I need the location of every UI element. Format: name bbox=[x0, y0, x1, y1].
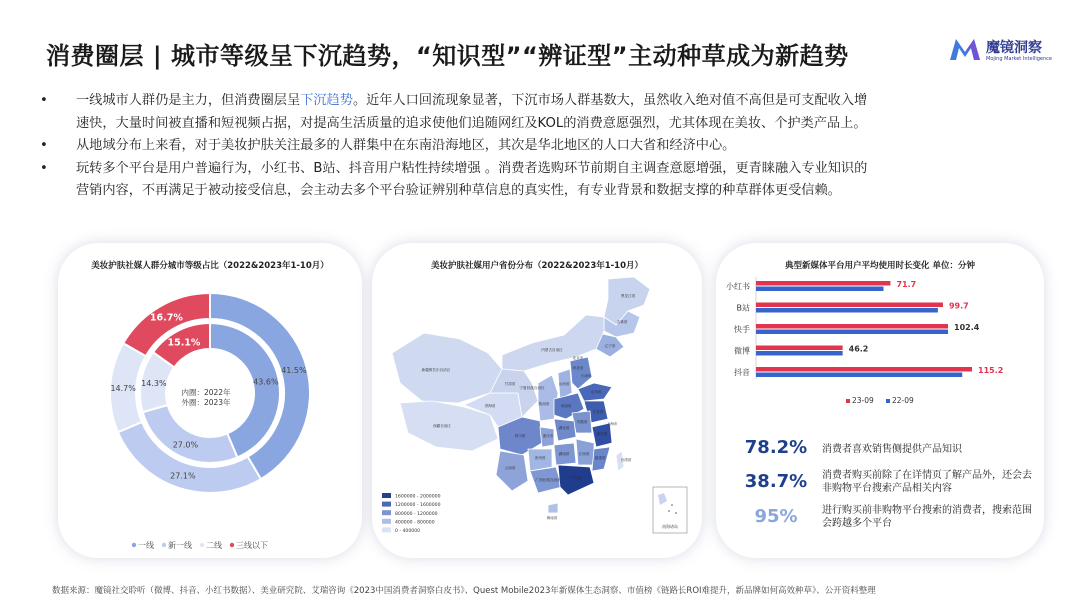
bar-22-09 bbox=[756, 351, 843, 356]
bar-23-09 bbox=[756, 303, 943, 308]
legend-swatch bbox=[382, 519, 391, 524]
bar-value-label: 71.7 bbox=[896, 280, 917, 289]
bar-value-label: 46.2 bbox=[848, 344, 869, 354]
brand-logo bbox=[948, 34, 1060, 68]
bullet-continuation bbox=[40, 113, 1050, 136]
legend-label: 三线以下 bbox=[236, 541, 268, 550]
province-label: 湖北省 bbox=[558, 426, 570, 430]
province-label: 陕西省 bbox=[538, 402, 550, 406]
legend-label: 22-09 bbox=[892, 396, 914, 405]
stat-value: 38.7% bbox=[744, 471, 808, 492]
chart-title: 美妆护肤社媒人群分城市等级占比（2022&2023年1-10月） bbox=[91, 261, 329, 271]
logo-mark-icon bbox=[948, 36, 982, 62]
province-label: 台湾省 bbox=[620, 458, 632, 462]
legend-label: 二线 bbox=[206, 541, 222, 550]
province-label: 河南省 bbox=[560, 404, 572, 408]
chart-title: 美妆护肤社媒用户省份分布（2022&2023年1-10月） bbox=[431, 261, 643, 271]
bar-22-09 bbox=[756, 287, 884, 292]
province-label: 重庆市 bbox=[542, 434, 554, 438]
logo-subtitle: Mojing Market Intelligence bbox=[986, 56, 1052, 62]
chart-title: 典型新媒体平台用户平均使用时长变化 单位：分钟 bbox=[785, 261, 975, 271]
province-label: 甘肃省 bbox=[504, 382, 516, 386]
legend-label: 400000 - 800000 bbox=[395, 520, 435, 526]
province-label: 黑龙江省 bbox=[620, 294, 636, 298]
province-label: 湖南省 bbox=[558, 452, 570, 456]
logo-name: 魔镜洞察 bbox=[986, 40, 1042, 56]
bullet-highlight: 下沉趋势 bbox=[300, 93, 353, 108]
province-label: 河北省 bbox=[572, 366, 584, 370]
bullet-item bbox=[40, 158, 1050, 181]
bullet-list bbox=[40, 90, 1050, 203]
stat-row bbox=[716, 435, 1044, 469]
stat-text: 进行购买前非购物平台搜索的消费者，搜索范围会跨越多个平台 bbox=[822, 505, 1032, 529]
province-label: 江西省 bbox=[578, 452, 590, 456]
province-label: 四川省 bbox=[514, 434, 526, 438]
slice-value-label: 43.6% bbox=[253, 377, 279, 387]
slice-value-label: 16.7% bbox=[149, 312, 183, 324]
slice-value-label: 27.1% bbox=[170, 471, 196, 481]
legend-label: 1600000 - 2000000 bbox=[395, 494, 441, 500]
legend-swatch bbox=[162, 543, 166, 547]
slice-value-label: 27.0% bbox=[172, 440, 199, 450]
legend-swatch bbox=[382, 527, 391, 532]
inset-label: 南海诸岛 bbox=[662, 524, 678, 529]
bar-value-label: 102.4 bbox=[954, 323, 980, 332]
bar-22-09 bbox=[756, 373, 962, 378]
map-legend bbox=[382, 493, 441, 534]
legend-label: 800000 - 1200000 bbox=[395, 511, 438, 517]
bullet-text: 从地域分布上来看，对于美妆护肤关注最多的人群集中在东南沿海地区，其次是华北地区的人口大省和经济中心。 bbox=[76, 138, 736, 153]
province-label: 贵州省 bbox=[534, 456, 546, 460]
bar-value-label: 99.7 bbox=[948, 301, 969, 311]
bullet-dot: • bbox=[40, 93, 48, 108]
slice-value-label: 14.3% bbox=[141, 379, 167, 389]
slice-value-label: 41.5% bbox=[281, 366, 307, 376]
province-label: 北京市 bbox=[572, 356, 584, 360]
legend-swatch bbox=[886, 399, 890, 403]
bullet-item bbox=[40, 90, 1050, 113]
stat-row bbox=[716, 504, 1044, 538]
stat-row bbox=[716, 469, 1044, 503]
page-title: 消费圈层 | 城市等级呈下沉趋势，“知识型”“辨证型”主动种草成为新趋势 bbox=[46, 42, 849, 70]
province-map-card bbox=[372, 243, 702, 558]
bullet-dot: • bbox=[40, 138, 48, 153]
city-tier-donut-chart bbox=[58, 243, 362, 558]
data-source-note: 数据来源：魔镜社交聆听（微博、抖音、小红书数据）、美业研究院、艾瑞咨询《2023中国消费者洞察白皮书》、Quest Mobile2023年新媒体生态洞察、市值榜《链路长ROI难提升，新品牌如何高效种草》、公开资料整理 bbox=[52, 586, 876, 596]
bar-value-label: 115.2 bbox=[978, 366, 1004, 375]
category-label: 小红书 bbox=[726, 282, 750, 291]
bullet-dot: • bbox=[40, 160, 48, 176]
stat-value: 78.2% bbox=[744, 437, 808, 458]
bar-22-09 bbox=[756, 330, 948, 335]
province-label: 新疆维吾尔自治区 bbox=[421, 368, 451, 372]
stat-text: 消费者购买前除了在详情页了解产品外，还会去非购物平台搜索产品相关内容 bbox=[822, 470, 1032, 494]
china-province-map bbox=[372, 243, 702, 558]
legend-swatch bbox=[382, 510, 391, 515]
center-label: 内圈：2022年 bbox=[181, 388, 231, 397]
province-label: 浙江省 bbox=[596, 432, 608, 436]
legend-swatch bbox=[382, 502, 391, 507]
category-label: 抖音 bbox=[734, 368, 750, 377]
south-china-sea-inset bbox=[653, 487, 687, 533]
category-label: B站 bbox=[736, 303, 750, 313]
bullet-text: 速快，大量时间被直播和短视频占据，对提高生活质量的追求使他们追随网红及KOL的消费意愿强烈，尤其体现在美妆、个护类产品上。 bbox=[76, 115, 867, 131]
province-label: 内蒙古自治区 bbox=[541, 348, 563, 352]
province-label: 江苏省 bbox=[592, 410, 604, 414]
province-label: 西藏自治区 bbox=[433, 424, 451, 428]
legend-label: 新一线 bbox=[168, 541, 192, 550]
province-label: 安徽省 bbox=[576, 420, 588, 424]
province-label: 福建省 bbox=[594, 456, 606, 460]
city-tier-chart-card bbox=[58, 243, 362, 558]
bullet-text: 营销内容，不再满足于被动接受信息，会主动去多个平台验证辨别种草信息的真实性，有专业背景和数据支撑的种草群体更受信赖。 bbox=[76, 183, 841, 198]
bullet-text: 。近年人口回流现象显著，下沉市场人群基数大，虽然收入绝对值不高但是可支配收入增 bbox=[352, 93, 868, 108]
legend-label: 0 - 400000 bbox=[395, 529, 421, 534]
province-label: 天津市 bbox=[580, 374, 592, 378]
province-label: 吉林省 bbox=[616, 320, 628, 324]
province-label: 广西壮族自治区 bbox=[535, 478, 561, 482]
province-label: 辽宁省 bbox=[604, 344, 616, 348]
legend-label: 23-09 bbox=[852, 396, 874, 405]
province-label: 山东省 bbox=[590, 390, 602, 394]
bullet-text: 一线城市人群仍是主力，但消费圈层呈 bbox=[76, 93, 301, 108]
legend-label: 一线 bbox=[138, 541, 154, 550]
bar-23-09 bbox=[756, 367, 972, 372]
map-landmass bbox=[392, 277, 650, 513]
province-label: 宁夏回族自治区 bbox=[519, 386, 545, 390]
bullet-text: 玩转多个平台是用户普遍行为，小红书、B站、抖音用户粘性持续增强 。消费者选购环节前期自主调查意愿增强，更青睐融入专业知识的 bbox=[76, 160, 868, 176]
category-label: 快手 bbox=[734, 325, 750, 334]
province-label: 海南省 bbox=[546, 516, 558, 520]
bar-23-09 bbox=[756, 281, 890, 286]
bullet-item bbox=[40, 135, 1050, 158]
legend-swatch bbox=[132, 543, 136, 547]
slice-value-label: 15.1% bbox=[167, 337, 201, 349]
legend-swatch bbox=[230, 543, 234, 547]
province-label: 上海市 bbox=[606, 422, 618, 426]
province-label: 山西省 bbox=[558, 382, 570, 386]
province-label: 广东省 bbox=[570, 476, 582, 480]
bullet-continuation bbox=[40, 180, 1050, 203]
legend-swatch bbox=[846, 399, 850, 403]
province-label: 青海省 bbox=[484, 404, 496, 408]
center-label: 外圈：2023年 bbox=[181, 398, 231, 407]
stat-value: 95% bbox=[754, 506, 798, 527]
category-label: 微博 bbox=[734, 346, 750, 356]
bar-22-09 bbox=[756, 308, 938, 313]
platform-usage-card bbox=[716, 243, 1044, 558]
slice-value-label: 14.7% bbox=[110, 383, 136, 393]
bar-23-09 bbox=[756, 324, 948, 329]
legend-swatch bbox=[200, 543, 204, 547]
bar-23-09 bbox=[756, 346, 843, 351]
legend-label: 1200000 - 1600000 bbox=[395, 503, 441, 509]
stat-text: 消费者喜欢销售侧提供产品知识 bbox=[822, 444, 962, 455]
legend-swatch bbox=[382, 493, 391, 498]
province-label: 云南省 bbox=[504, 466, 516, 470]
